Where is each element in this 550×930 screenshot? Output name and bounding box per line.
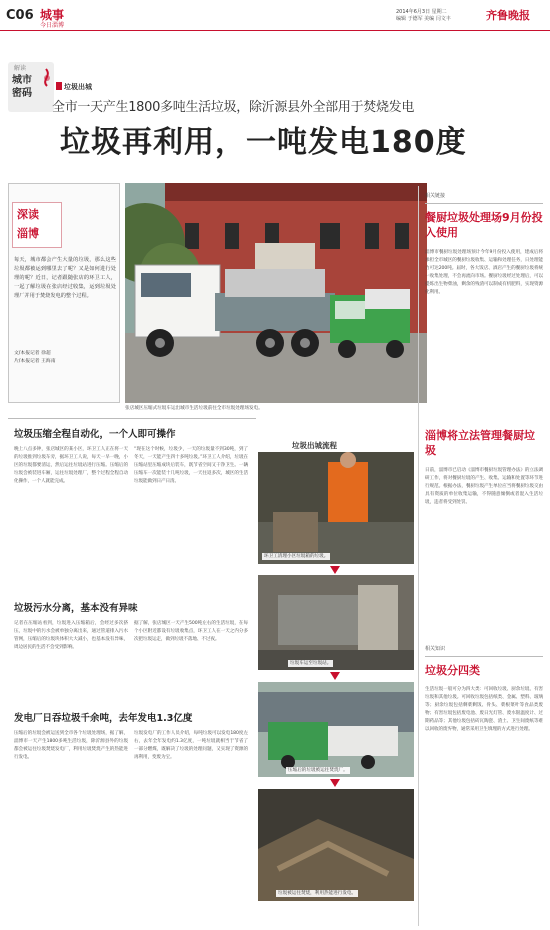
newspaper-logo: 齐鲁晚报 xyxy=(486,9,530,22)
main-photo xyxy=(125,183,427,403)
kitchen-waste-body: 淄博市餐厨垃圾处理场预计今年9月份投入使用，建成后将承担全市城区的餐厨垃圾收集、运输和处理任务，日处理能力可达200吨。届时，各大饭店、酒店产生的餐厨垃圾将统一收集处理，不会再流向市场。餐厨垃圾经过处理后，可以提炼出生物柴油，剩余的残渣可以制成有机肥料，实现资源化利用。 xyxy=(425,249,543,295)
legislation-title: 淄博将立法管理餐厨垃圾 xyxy=(425,429,535,458)
kitchen-waste-title: 餐厨垃圾处理场9月份投入使用 xyxy=(425,210,543,240)
tag-knowledge: 相关知识 xyxy=(425,646,446,652)
badge-name-1: 城市 xyxy=(12,75,32,86)
legislation-body: 日前，淄博市已启动《淄博市餐厨垃圾管理办法》的立法调研工作，将对餐厨垃圾的产生、收集、运输和处置等环节进行规范。根据办法，餐厨垃圾产生单位应当将餐厨垃圾交由具有资质的单位收集运输，不得随意倾倒或者混入生活垃圾，违者将受到处罚。 xyxy=(425,467,543,505)
column-divider xyxy=(418,186,419,926)
flow-caption-1: 环卫工清理小区垃圾箱的垃圾。 xyxy=(264,554,329,559)
four-categories-title: 垃圾分四类 xyxy=(425,663,480,677)
arrow-down-icon xyxy=(330,566,340,574)
page-code: C06 xyxy=(6,8,34,23)
subtitle: 全市一天产生1800多吨生活垃圾，除沂源县外全部用于焚烧发电 xyxy=(52,100,415,115)
flow-caption-3: 压缩后的垃圾被运往焚烧厂。 xyxy=(288,768,348,773)
flow-caption-4: 垃圾被运往焚烧，利用热能进行发电。 xyxy=(278,891,357,896)
sub-section: 今日淄博 xyxy=(40,22,65,29)
deep-read-1: 深读 xyxy=(17,208,39,221)
flow-caption-2: 垃圾车运至垃圾站。 xyxy=(290,661,332,666)
flow-photo-4 xyxy=(258,789,414,901)
section-3-title: 发电厂日吞垃圾千余吨，去年发电1.3亿度 xyxy=(14,713,193,724)
photo-caption: 张店城区压缩式垃圾车运出城市生活垃圾前往全市垃圾处理场发电。 xyxy=(125,406,263,411)
section-3-col-1: 压缩后的垃圾会被运送到全市各个垃圾处理场，据了解，淄博市一天产生1800多吨生活垃圾，除沂源县外的垃圾都会被运往垃圾焚烧发电厂，利用垃圾焚烧产生的热能进行发电。 xyxy=(14,731,128,761)
section-1-col-2: “现在这个时候，垃圾少，一天的垃圾量不到30吨，到了冬天，一天能产生四十多吨垃圾。”环卫工人介绍，垃圾在压缩站里压缩成块后装车，既节省空间又干净卫生。一辆压缩车一次能装十几吨垃圾，一天往返多次，城区的生活垃圾能做到日产日清。 xyxy=(134,447,248,485)
flow-title: 垃圾出城流程 xyxy=(292,441,337,450)
intro-byline-1: 文/本报记者 徐超 xyxy=(14,351,51,356)
related-link-1 xyxy=(425,193,543,297)
kicker-mark xyxy=(56,82,61,90)
deep-read-badge xyxy=(12,202,62,248)
intro-text: 每天，城市都会产生大量的垃圾，那么这些垃圾都被运到哪里去了呢？又是如何进行处理的呢？近日，记者跟随张店的环卫工人，一起了解垃圾在张店经过收集，运到垃圾处理厂并用于焚烧发电的整个过程。 xyxy=(14,257,116,300)
swirl-icon xyxy=(40,66,54,88)
section-2-col-1: 记者在压缩站看到，垃圾进入压缩箱后，会经过多次挤压，垃圾中的污水会被单独分离出来，通过管道排入污水管网，压缩后的垃圾块体积大大减小，也基本没有异味，周边居民的生活不会受到影响。 xyxy=(14,621,128,651)
editor-text: 编辑 于德军 美编 闫文丰 xyxy=(396,16,451,22)
arrow-down-icon xyxy=(330,672,340,680)
date-line xyxy=(396,9,476,23)
section-2-col-2: 据了解，张店城区一天产生500吨左右的生活垃圾，在每个小区附近都设有垃圾收集点，环卫工人在一天之内分多次把垃圾运走，做到垃圾不落地、不过夜。 xyxy=(134,621,248,643)
arrow-down-icon xyxy=(330,779,340,787)
section-2-title: 垃圾污水分离，基本没有异味 xyxy=(14,603,138,614)
tag-related-link: 相关链接 xyxy=(425,193,446,199)
header-rule xyxy=(0,30,550,31)
flow-photo-2 xyxy=(258,575,414,670)
section-title: 城事 xyxy=(40,8,65,22)
body-top-rule xyxy=(8,418,256,419)
kicker: 垃圾出城 xyxy=(64,83,92,91)
deep-read-2: 淄博 xyxy=(17,227,39,240)
section-3-col-2: 垃圾发电厂的工作人员介绍，每吨垃圾可以发电180度左右，去年全年发电约1.3亿度，一吨垃圾就相当于节省了一部分燃煤，既解决了垃圾的处理问题，又实现了资源的再利用，变废为宝。 xyxy=(134,731,248,761)
intro-byline-2: 片/本报记者 王海南 xyxy=(14,359,56,364)
flow-photo-1 xyxy=(258,452,414,564)
badge-name-2: 密码 xyxy=(12,88,32,99)
four-categories-body: 生活垃圾一般可分为四大类：可回收垃圾、厨余垃圾、有害垃圾和其他垃圾。可回收垃圾包括纸类、金属、塑料、玻璃等；厨余垃圾包括剩菜剩饭、骨头、菜根菜叶等食品类废物；有害垃圾包括废电池、废日光灯管、废水银温度计、过期药品等；其他垃圾包括砖瓦陶瓷、渣土、卫生间废纸等难以回收的废弃物，通常采用卫生填埋的方式进行处理。 xyxy=(425,687,543,733)
badge-label: 解读 xyxy=(14,65,27,72)
knowledge-article xyxy=(425,646,543,734)
section-1-title: 垃圾压缩全程自动化，一个人即可操作 xyxy=(14,429,176,440)
date-text: 2014年6月3日 星期二 xyxy=(396,9,447,15)
flow-photo-3 xyxy=(258,682,414,777)
headline: 垃圾再利用，一吨发电180度 xyxy=(60,125,467,160)
legislation-article xyxy=(425,428,543,507)
column-badge xyxy=(8,62,54,112)
section-1-col-1: 晚上八点多钟，张店城区的某小区，环卫工人正在将一天的垃圾推到垃圾车旁，据环卫工人说，每天一早一晚，小区的垃圾都要清运，然后运往垃圾站进行压缩。压缩后的垃圾会被装进车厢，运往垃圾处理厂，整个过程全程自动化操作，一个人就能完成。 xyxy=(14,447,128,485)
